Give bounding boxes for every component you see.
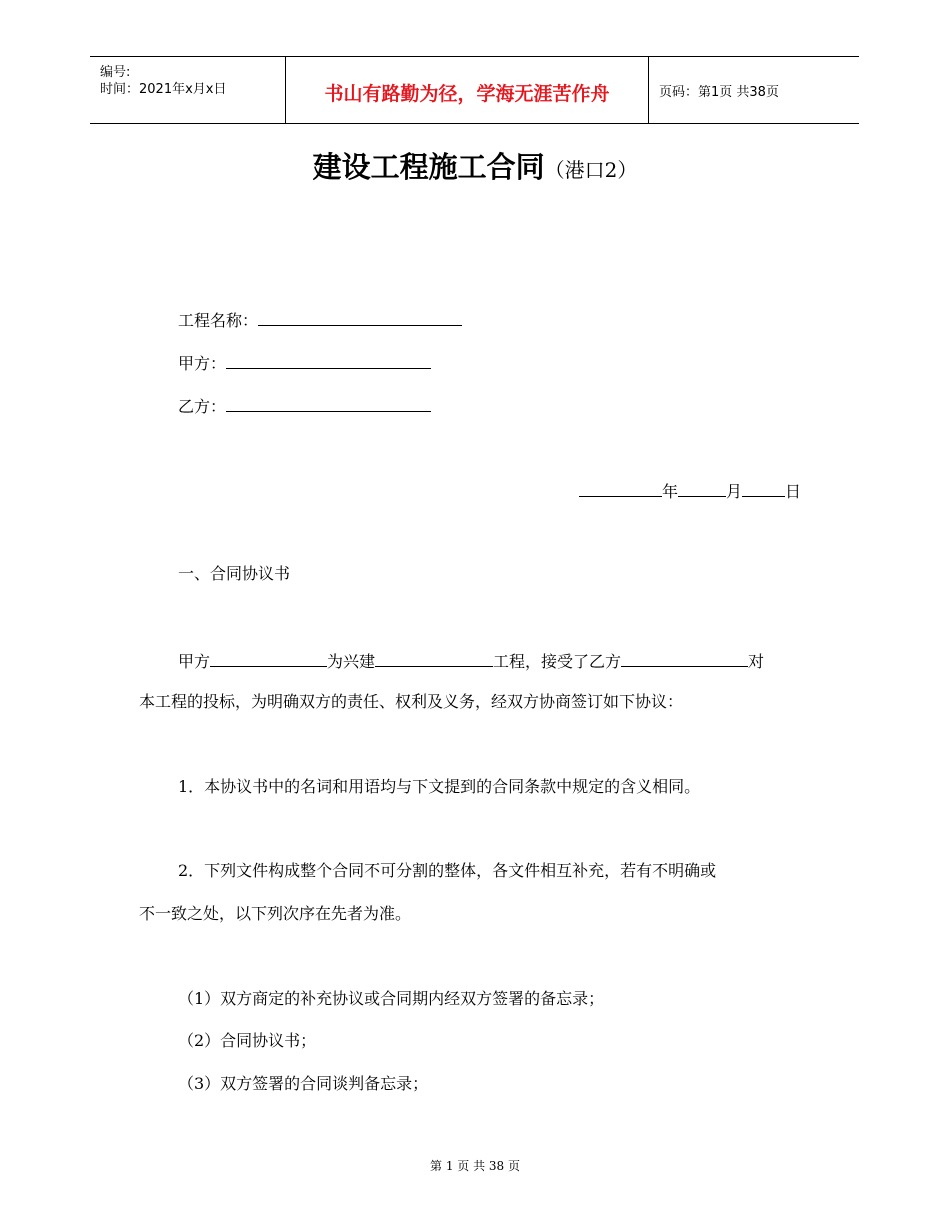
intro-accept: 工程，接受了乙方 [493,652,622,671]
intro-project-blank [375,649,493,667]
clause-2-line-2: 不一致之处，以下列次序在先者为准。 [139,904,412,923]
page-header [90,56,859,124]
intro-party-b-blank [621,649,748,667]
party-a-label: 甲方： [178,354,227,373]
signing-date [579,479,801,503]
project-name-label: 工程名称： [178,311,259,330]
clause-2-line-1: 2．下列文件构成整个合同不可分割的整体，各文件相互补充，若有不明确或 [178,861,717,880]
title-main: 建设工程施工合同 [312,150,545,184]
intro-line-1 [178,649,764,673]
header-meta [90,57,285,123]
day-label: 日 [785,482,802,501]
header-motto: 书山有路勤为径，学海无涯苦作舟 [324,83,610,105]
intro-party-a: 甲方 [178,652,211,671]
day-blank [742,479,785,497]
header-motto-cell [285,57,649,123]
month-blank [678,479,726,497]
project-name-blank [258,308,462,326]
party-b-blank [226,394,431,412]
section-title: 一、合同协议书 [178,564,291,583]
list-item: （1）双方商定的补充协议或合同期内经双方签署的备忘录； [178,989,605,1008]
party-b-label: 乙方： [178,397,227,416]
year-label: 年 [662,482,679,501]
list-item: （3）双方签署的合同谈判备忘录； [178,1074,429,1093]
header-page-cell [649,57,859,123]
field-party-a [178,351,431,375]
intro-to: 对 [748,652,765,671]
year-blank [579,479,662,497]
field-project-name [178,308,462,332]
serial-label: 编号: [100,65,131,80]
clause-1: 1．本协议书中的名词和用语均与下文提到的合同条款中规定的含义相同。 [178,777,701,796]
page-footer: 第 1 页 共 38 页 [430,1159,520,1173]
intro-party-a-blank [210,649,327,667]
party-a-blank [226,351,431,369]
header-page-info: 页码：第1页 共38页 [659,85,779,100]
month-label: 月 [726,482,743,501]
intro-build: 为兴建 [327,652,376,671]
list-item: （2）合同协议书； [178,1031,317,1050]
time-label: 时间：2021年x月x日 [100,82,227,97]
document-title [0,145,950,186]
field-party-b [178,394,431,418]
title-sub: （港口2） [544,158,638,182]
intro-line-2: 本工程的投标，为明确双方的责任、权利及义务，经双方协商签订如下协议： [139,692,684,711]
